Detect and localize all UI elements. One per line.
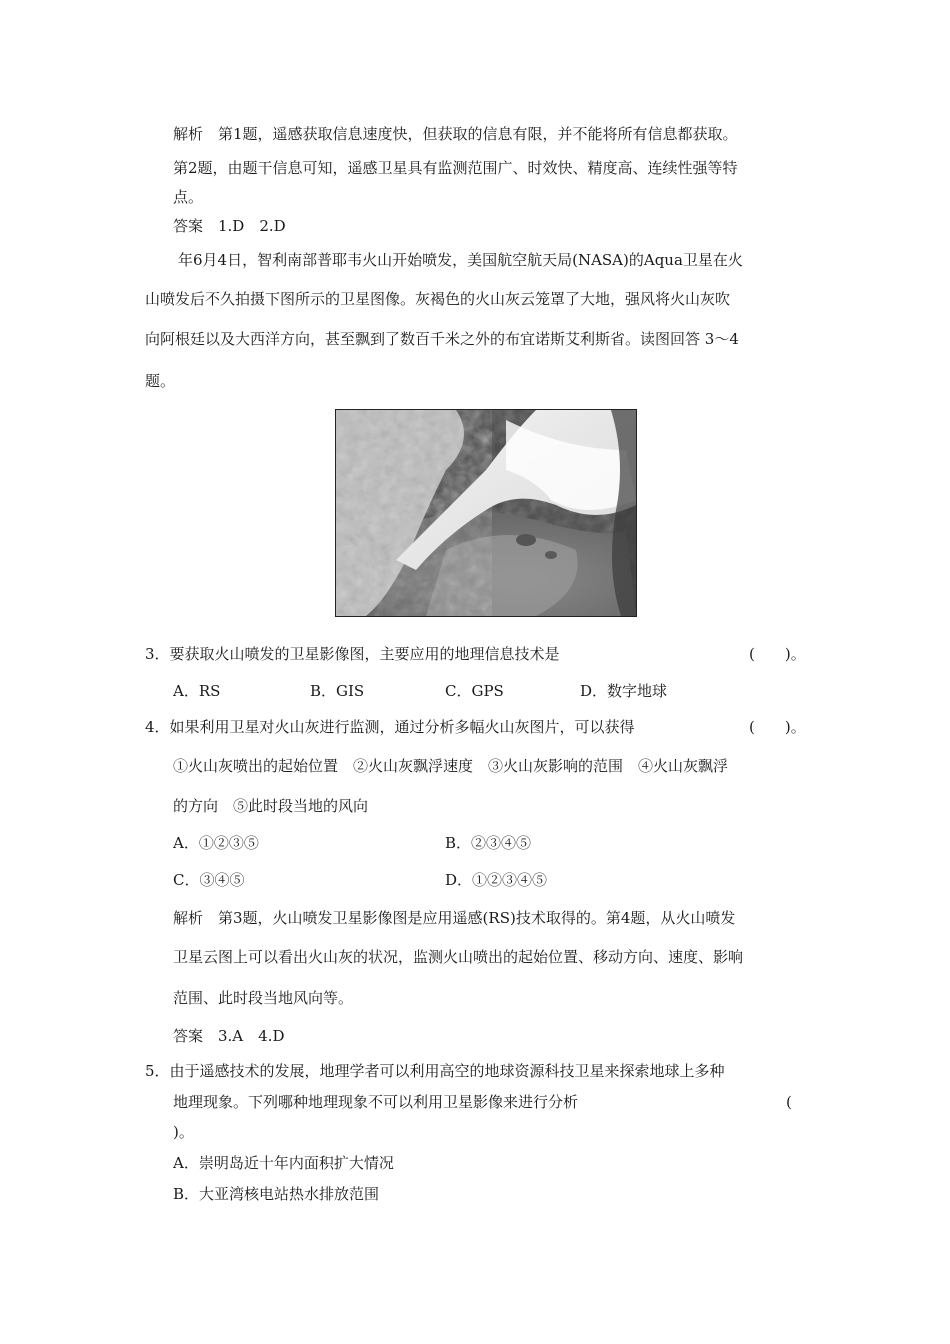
question-3-option-b: B．GIS — [310, 682, 365, 700]
question-4-option-b: B．②③④⑤ — [445, 834, 532, 852]
analysis-2-line-1: 解析 第3题，火山喷发卫星影像图是应用遥感(RS)技术取得的。第4题，从火山喷发 — [173, 909, 736, 927]
question-5-option-b: B．大亚湾核电站热水排放范围 — [173, 1185, 380, 1203]
analysis-1-line-3: 点。 — [173, 188, 204, 206]
question-5-option-a: A．崇明岛近十年内面积扩大情况 — [173, 1154, 394, 1172]
intro-line-1: 年6月4日，智利南部普耶韦火山开始喷发，美国航空航天局(NASA)的Aqua卫星在火 — [178, 251, 743, 269]
analysis-1-line-1: 解析 第1题，遥感获取信息速度快，但获取的信息有限，并不能将所有信息都获取。 — [173, 125, 738, 143]
question-4-option-c: C．③④⑤ — [173, 871, 245, 889]
question-4-items-line-2: 的方向 ⑤此时段当地的风向 — [173, 797, 369, 815]
question-3-option-d: D．数字地球 — [580, 682, 668, 700]
question-4-stem: 4．如果利用卫星对火山灰进行监测，通过分析多幅火山灰图片，可以获得 — [145, 718, 635, 736]
intro-line-2: 山喷发后不久拍摄下图所示的卫星图像。灰褐色的火山灰云笼罩了大地，强风将火山灰吹 — [145, 290, 731, 308]
answer-1: 答案 1.D 2.D — [173, 217, 286, 235]
question-4-items-line-1: ①火山灰喷出的起始位置 ②火山灰飘浮速度 ③火山灰影响的范围 ④火山灰飘浮 — [173, 757, 729, 775]
question-3-stem: 3．要获取火山喷发的卫星影像图，主要应用的地理信息技术是 — [145, 645, 560, 663]
question-5-stem-line-2: 地理现象。下列哪种地理现象不可以利用卫星影像来进行分析 — [173, 1093, 579, 1111]
intro-line-4: 题。 — [145, 372, 176, 390]
analysis-2-line-2: 卫星云图上可以看出火山灰的状况，监测火山喷出的起始位置、移动方向、速度、影响 — [173, 948, 744, 966]
question-5-paren-open: ( — [786, 1093, 792, 1111]
question-5-stem-line-1: 5．由于遥感技术的发展，地理学者可以利用高空的地球资源科技卫星来探索地球上多种 — [145, 1062, 725, 1080]
question-3-answer-blank: ( )。 — [749, 645, 806, 663]
question-3-option-a: A．RS — [173, 682, 221, 700]
question-4-option-a: A．①②③⑤ — [173, 834, 259, 852]
answer-2: 答案 3.A 4.D — [173, 1027, 285, 1045]
satellite-image — [335, 409, 637, 617]
analysis-1-line-2: 第2题，由题干信息可知，遥感卫星具有监测范围广、时效快、精度高、连续性强等特 — [173, 159, 738, 177]
intro-line-3: 向阿根廷以及大西洋方向，甚至飘到了数百千米之外的布宜诺斯艾利斯省。读图回答 3～4 — [145, 330, 739, 348]
question-4-answer-blank: ( )。 — [749, 718, 806, 736]
question-4-option-d: D．①②③④⑤ — [445, 871, 548, 889]
question-3-option-c: C．GPS — [445, 682, 504, 700]
question-5-paren-close: )。 — [173, 1123, 194, 1141]
analysis-2-line-3: 范围、此时段当地风向等。 — [173, 989, 354, 1007]
